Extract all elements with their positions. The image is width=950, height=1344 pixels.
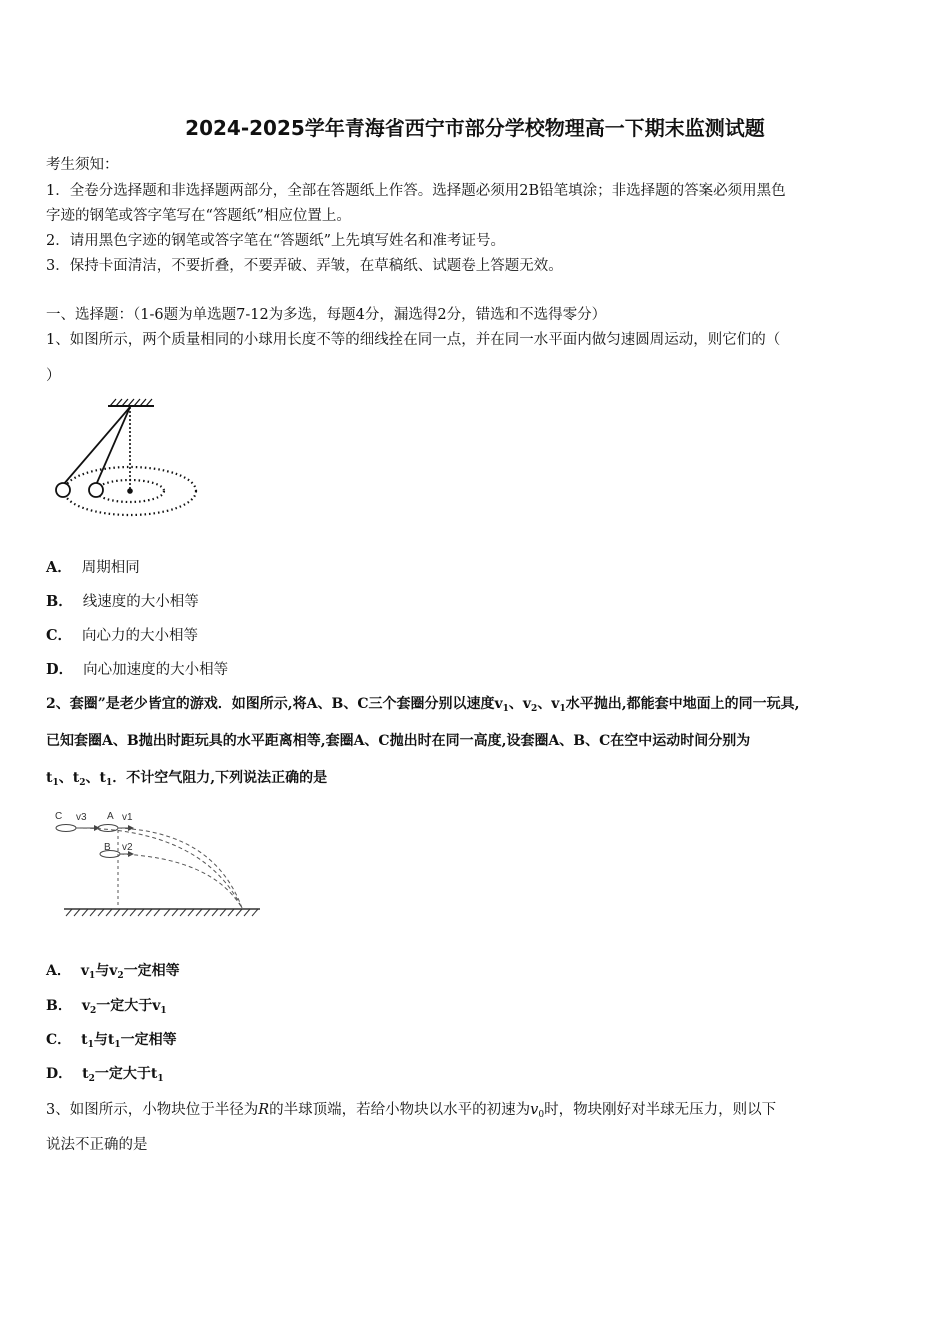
notice-item-2: 2．请用黑色字迹的钢笔或答字笔在“答题纸”上先填写姓名和准考证号。 [46, 233, 506, 249]
label-c: C [55, 811, 63, 822]
q2-option-d: D． $t_2$一定大于$t_1$ [46, 1066, 164, 1084]
q2-stem-line3: $t_1$、$t_2$、$t_1$．不计空气阻力,下列说法正确的是 [46, 770, 328, 788]
q1-stem: 1、如图所示，两个质量相同的小球用长度不等的细线拴在同一点，并在同一水平面内做匀速圆周运动，则它们的（ [46, 332, 781, 348]
q2-stem-line2: 已知套圈A、B抛出时距玩具的水平距离相等,套圈A、C抛出时在同一高度,设套圈A、B、C在空中运动时间分别为 [46, 733, 751, 749]
notice-item-1: 1．全卷分选择题和非选择题两部分，全部在答题纸上作答。选择题必须用2B铅笔填涂；非选择题的答案必须用黑色 [46, 183, 786, 199]
section-heading: 一、选择题：（1-6题为单选题7-12为多选，每题4分，漏选得2分，错选和不选得零分） [46, 307, 607, 323]
notice-item-1-cont: 字迹的钢笔或答字笔写在“答题纸”相应位置上。 [46, 208, 351, 224]
page-title: 2024-2025学年青海省西宁市部分学校物理高一下期末监测试题 [185, 116, 765, 140]
label-a: A [107, 811, 114, 822]
label-v3: v3 [76, 812, 87, 823]
q1-option-d: D． 向心加速度的大小相等 [46, 661, 229, 678]
q2-stem-line1: 2、套圈”是老少皆宜的游戏．如图所示,将A、B、C三个套圈分别以速度$v_1$、$v_2$、$v_1$水平抛出,都能套中地面上的同一玩具, [46, 696, 800, 714]
q1-conical-pendulum-figure [50, 395, 205, 525]
q1-option-c: C． 向心力的大小相等 [46, 627, 199, 644]
q2-option-b: B． $v_2$一定大于$v_1$ [46, 998, 167, 1016]
label-v1: v1 [122, 812, 133, 823]
q2-option-c: C． $t_1$与$t_1$一定相等 [46, 1032, 177, 1050]
notice-heading: 考生须知： [46, 157, 119, 173]
q1-option-a: A． 周期相同 [46, 559, 140, 576]
q3-stem-line2: 说法不正确的是 [46, 1137, 148, 1153]
q1-stem-cont: ） [46, 368, 61, 384]
q2-option-a: A． $v_1$与$v_2$一定相等 [46, 963, 180, 981]
q2-ring-toss-figure [52, 808, 264, 920]
notice-item-3: 3．保持卡面清洁，不要折叠，不要弄破、弄皱，在草稿纸、试题卷上答题无效。 [46, 258, 563, 274]
q1-option-b: B． 线速度的大小相等 [46, 593, 199, 610]
label-b: B [104, 842, 111, 853]
label-v2: v2 [122, 842, 133, 853]
q3-stem-line1: 3、如图所示，小物块位于半径为R的半球顶端，若给小物块以水平的初速为$v_0$时，物块刚好对半球无压力，则以下 [46, 1102, 777, 1120]
